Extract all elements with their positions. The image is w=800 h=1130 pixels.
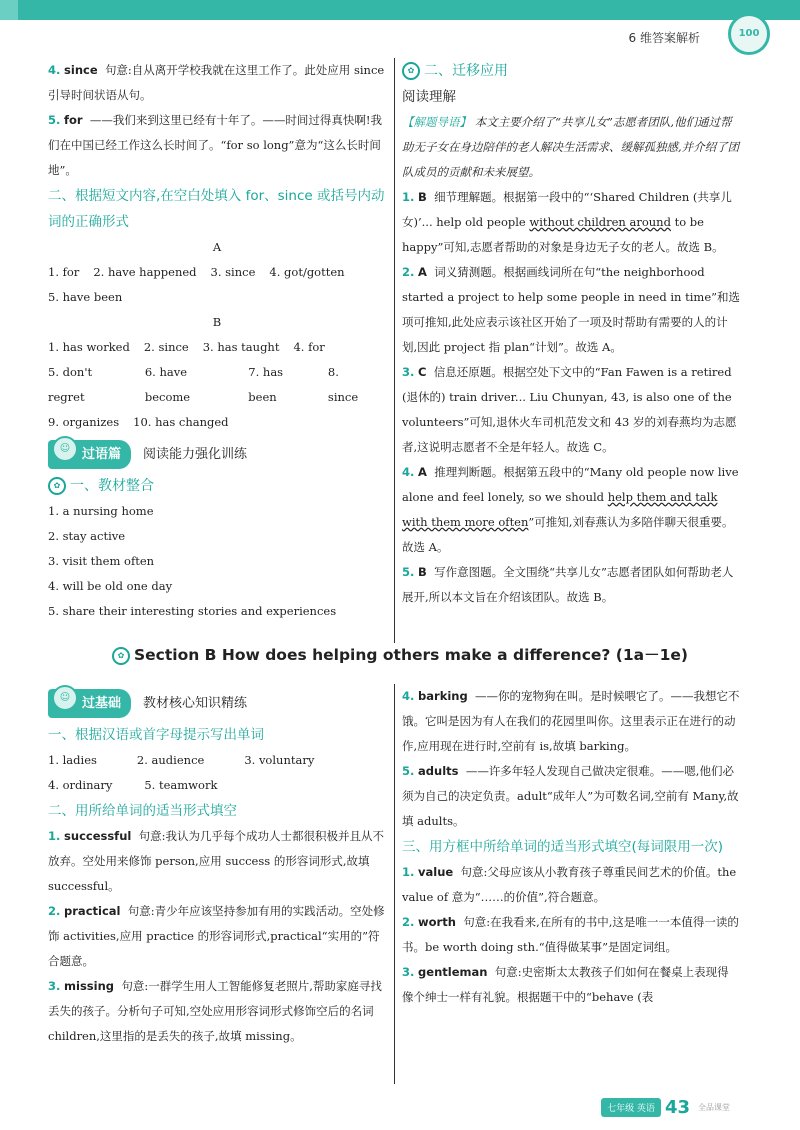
list-item: 5. share their interesting stories and experiences xyxy=(48,604,337,618)
answer-item: 5. B 写作意图题。全文围绕“共享儿女”志愿者团队如何帮助老人展开,所以本文旨在介绍该团队。故选 B。 xyxy=(402,565,734,604)
mascot-icon: ☺ xyxy=(52,436,78,462)
banner-subtitle: 教材核心知识精练 xyxy=(143,695,248,711)
section-title: 一、根据汉语或首字母提示写出单词 xyxy=(48,727,264,743)
section-banner xyxy=(48,688,386,718)
answer-item: 4. since 句意:自从离开学校我就在这里工作了。此处应用 since 引导时间状语从句。 xyxy=(48,63,385,102)
top-band xyxy=(0,0,800,20)
list-item: 2. stay active xyxy=(48,529,126,543)
answer-item: 5. for ——我们来到这里已经有十年了。——时间过得真快啊!我们在中国已经工作这么长时间了。“for so long”意为“这么长时间地”。 xyxy=(48,113,383,177)
answer-item: 3. gentleman 句意:史密斯太太教孩子们如何在餐桌上表现得像个绅士一样有礼貌。根据题干中的“behave (表 xyxy=(402,965,729,1004)
flower-icon: ✿ xyxy=(48,477,66,495)
section-title: ✿ 一、教材整合 xyxy=(48,473,386,499)
section-title: 二、用所给单词的适当形式填空 xyxy=(48,803,237,819)
list-item: 3. visit them often xyxy=(48,554,155,568)
left-top-column xyxy=(48,58,386,624)
column-divider-bottom xyxy=(394,684,395,1084)
list-item: 1. a nursing home xyxy=(48,504,154,518)
right-top-column xyxy=(402,58,740,610)
left-bottom-column xyxy=(48,684,386,1049)
section-banner xyxy=(48,439,386,469)
answer-item: 1. B 细节理解题。根据第一段中的“‘Shared Children (共享儿女)’... help old people without children around to be happy”可知,志愿者帮助的对象是身边无子女的老人。故选 B。 xyxy=(402,190,732,254)
mascot-icon: ☺ xyxy=(52,685,78,711)
flower-icon: ✿ xyxy=(112,647,130,665)
answer-item: 2. worth 句意:在我看来,在所有的书中,这是唯一一本值得一读的书。be worth doing sth.“值得做某事”是固定词组。 xyxy=(402,915,739,954)
answer-item: 4. A 推理判断题。根据第五段中的“Many old people now live alone and feel lonely, so we should help them and talk with them more often”可推知,刘春燕认为多陪伴聊天很重要。故选 A。 xyxy=(402,465,739,554)
answer-item: 4. barking ——你的宠物狗在叫。是时候喂它了。——我想它不饿。它叫是因为有人在我们的花园里叫你。这里表示正在进行的动作,应用现在进行时,空前有 is,故填 barking。 xyxy=(402,689,740,753)
section-b-heading: ✿ Section B How does helping others make a difference? (1a－1e) xyxy=(0,640,800,670)
section-title: 二、根据短文内容,在空白处填入 for、since 或括号内动词的正确形式 xyxy=(48,188,385,230)
answer-row: 1. for 2. have happened 3. since 4. got/gotten xyxy=(48,265,345,279)
answer-item: 2. A 词义猜测题。根据画线词所在句“the neighborhood started a project to help some people in need in time”和选项可推知,此处应表示该社区开始了一项及时帮助有需要的人的计划,因此 project 指 plan“计划”。故选 A。 xyxy=(402,265,740,354)
answer-item: 5. adults ——许多年轻人发现自己做决定很难。——嗯,他们必须为自己的决定负责。adult“成年人”为可数名词,空前有 Many,故填 adults。 xyxy=(402,764,739,828)
right-bottom-column xyxy=(402,684,740,1010)
guide-paragraph: 【解题导语】 本文主要介绍了“共享儿女”志愿者团队,他们通过帮助无子女在身边陪伴的老人解决生活需求、缓解孤独感,并介绍了团队成员的贡献和未来展望。 xyxy=(402,115,740,179)
part-label-a: A xyxy=(212,240,222,254)
answer-row: 5. have been xyxy=(48,290,123,304)
section-title: ✿ 二、迁移应用 xyxy=(402,58,740,84)
flower-icon: ✿ xyxy=(402,62,420,80)
brand-logo-icon: 100 xyxy=(728,13,770,55)
banner-tag: ☺ 过语篇 xyxy=(48,440,131,469)
top-band-strip xyxy=(0,0,18,20)
footer-label: 七年级 英语 xyxy=(601,1098,661,1117)
header-title: 6 维答案解析 xyxy=(628,31,700,45)
footer-mark: 全品课堂 xyxy=(698,1103,730,1112)
column-divider-top xyxy=(394,58,395,643)
sub-title: 阅读理解 xyxy=(402,89,456,105)
answer-item: 2. practical 句意:青少年应该坚持参加有用的实践活动。空处修饰 activities,应用 practice 的形容词形式,practical“实用的”符合题意。 xyxy=(48,904,385,968)
answer-row: 1. has worked 2. since 3. has taught 4. for xyxy=(48,340,325,354)
part-label-b: B xyxy=(212,315,222,329)
answer-item: 3. missing 句意:一群学生用人工智能修复老照片,帮助家庭寻找丢失的孩子。分析句子可知,空处应用形容词形式修饰空后的名词 children,这里指的是丢失的孩子,故填 missing。 xyxy=(48,979,382,1043)
banner-tag: ☺ 过基础 xyxy=(48,689,131,718)
answer-item: 3. C 信息还原题。根据空处下文中的“Fan Fawen is a retired (退休的) train driver... Liu Chunyan, 43, is also one of the volunteers”可知,退休火车司机范发文和 43 岁的刘春燕均为志愿者,这说明志愿者不全是年轻人。故选 C。 xyxy=(402,365,737,454)
answer-item: 1. value 句意:父母应该从小教育孩子尊重民间艺术的价值。the value of 意为“……的价值”,符合题意。 xyxy=(402,865,737,904)
answer-item: 1. successful 句意:我认为几乎每个成功人士都很积极并且从不放弃。空处用来修饰 person,应用 success 的形容词形式,故填 successful。 xyxy=(48,829,385,893)
banner-subtitle: 阅读能力强化训练 xyxy=(143,446,248,462)
answer-row: 5. don't regret 6. have become 7. has been 8. since xyxy=(48,365,359,404)
answer-row: 1. ladies 2. audience 3. voluntary xyxy=(48,753,315,767)
answer-row: 9. organizes 10. has changed xyxy=(48,415,229,429)
page-number: 43 xyxy=(664,1097,690,1118)
list-item: 4. will be old one day xyxy=(48,579,173,593)
answer-row: 4. ordinary 5. teamwork xyxy=(48,778,218,792)
section-title: 三、用方框中所给单词的适当形式填空(每词限用一次) xyxy=(402,839,724,855)
page-footer xyxy=(601,1097,730,1118)
